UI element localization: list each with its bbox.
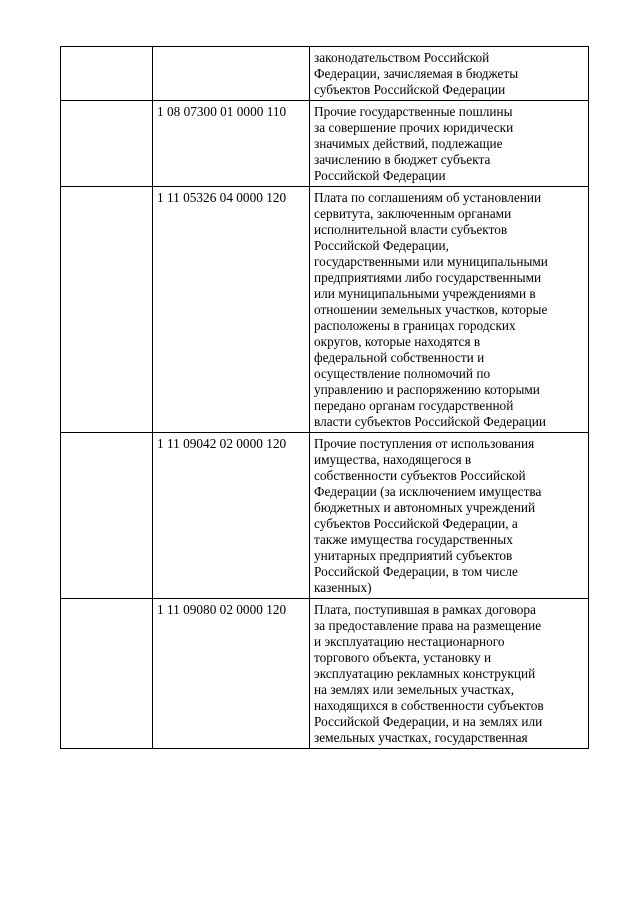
revenue-description-cell	[310, 599, 589, 749]
description-line: управлению и распоряжению которыми	[314, 382, 540, 397]
description-line: находящихся в собственности субъектов	[314, 698, 544, 713]
description-line: власти субъектов Российской Федерации	[314, 414, 547, 429]
budget-classification-code-cell: 1 11 09042 02 0000 120	[153, 433, 310, 599]
description-line: казенных)	[314, 580, 372, 595]
description-line: торгового объекта, установку и	[314, 650, 492, 665]
description-line: или муниципальными учреждениями в	[314, 286, 536, 301]
description-line: значимых действий, подлежащие	[314, 136, 503, 151]
description-line: предприятиями либо государственными	[314, 270, 542, 285]
description-line: законодательством Российской	[314, 50, 490, 65]
description-line: сервитута, заключенным органами	[314, 206, 512, 221]
description-line: осуществление полномочий по	[314, 366, 491, 381]
description-line: Федерации, зачисляемая в бюджеты	[314, 66, 519, 81]
description-line: земельных участках, государственная	[314, 730, 528, 745]
description-line: имущества, находящегося в	[314, 452, 472, 467]
description-line: бюджетных и автономных учреждений	[314, 500, 536, 515]
description-line: и эксплуатацию нестационарного	[314, 634, 505, 649]
description-line: расположены в границах городских	[314, 318, 516, 333]
budget-classification-code-cell: 1 11 09080 02 0000 120	[153, 599, 310, 749]
table-row	[61, 433, 589, 599]
description-line: Российской Федерации, и на землях или	[314, 714, 543, 729]
table-row	[61, 187, 589, 433]
admin-code-cell	[61, 101, 153, 187]
revenue-description-cell	[310, 47, 589, 101]
description-line: Плата, поступившая в рамках договора	[314, 602, 536, 617]
revenue-description-cell	[310, 187, 589, 433]
description-line: на землях или земельных участках,	[314, 682, 515, 697]
revenue-description-cell	[310, 101, 589, 187]
description-line: Российской Федерации, в том числе	[314, 564, 518, 579]
description-line: передано органам государственной	[314, 398, 514, 413]
description-line: субъектов Российской Федерации	[314, 82, 506, 97]
admin-code-cell	[61, 187, 153, 433]
description-line: зачислению в бюджет субъекта	[314, 152, 491, 167]
budget-classification-code-cell: 1 11 05326 04 0000 120	[153, 187, 310, 433]
description-line: федеральной собственности и	[314, 350, 485, 365]
description-line: отношении земельных участков, которые	[314, 302, 548, 317]
description-line: субъектов Российской Федерации, а	[314, 516, 518, 531]
table-row	[61, 101, 589, 187]
description-line: Прочие поступления от использования	[314, 436, 535, 451]
description-line: государственными или муниципальными	[314, 254, 548, 269]
description-line: собственности субъектов Российской	[314, 468, 526, 483]
description-line: Плата по соглашениям об установлении	[314, 190, 542, 205]
budget-classification-code-cell: 1 08 07300 01 0000 110	[153, 101, 310, 187]
admin-code-cell	[61, 599, 153, 749]
description-line: округов, которые находятся в	[314, 334, 481, 349]
description-line: Прочие государственные пошлины	[314, 104, 513, 119]
description-line: Федерации (за исключением имущества	[314, 484, 542, 499]
description-line: Российской Федерации	[314, 168, 446, 183]
table-row	[61, 47, 589, 101]
revenue-description-cell	[310, 433, 589, 599]
budget-classification-code-cell	[153, 47, 310, 101]
admin-code-cell	[61, 433, 153, 599]
description-line: эксплуатацию рекламных конструкций	[314, 666, 536, 681]
description-line: также имущества государственных	[314, 532, 513, 547]
description-line: Российской Федерации,	[314, 238, 449, 253]
table-row	[61, 599, 589, 749]
description-line: за совершение прочих юридически	[314, 120, 514, 135]
description-line: за предоставление права на размещение	[314, 618, 542, 633]
description-line: унитарных предприятий субъектов	[314, 548, 513, 563]
table-body	[61, 47, 589, 749]
revenue-codes-table	[60, 46, 589, 749]
admin-code-cell	[61, 47, 153, 101]
description-line: исполнительной власти субъектов	[314, 222, 508, 237]
